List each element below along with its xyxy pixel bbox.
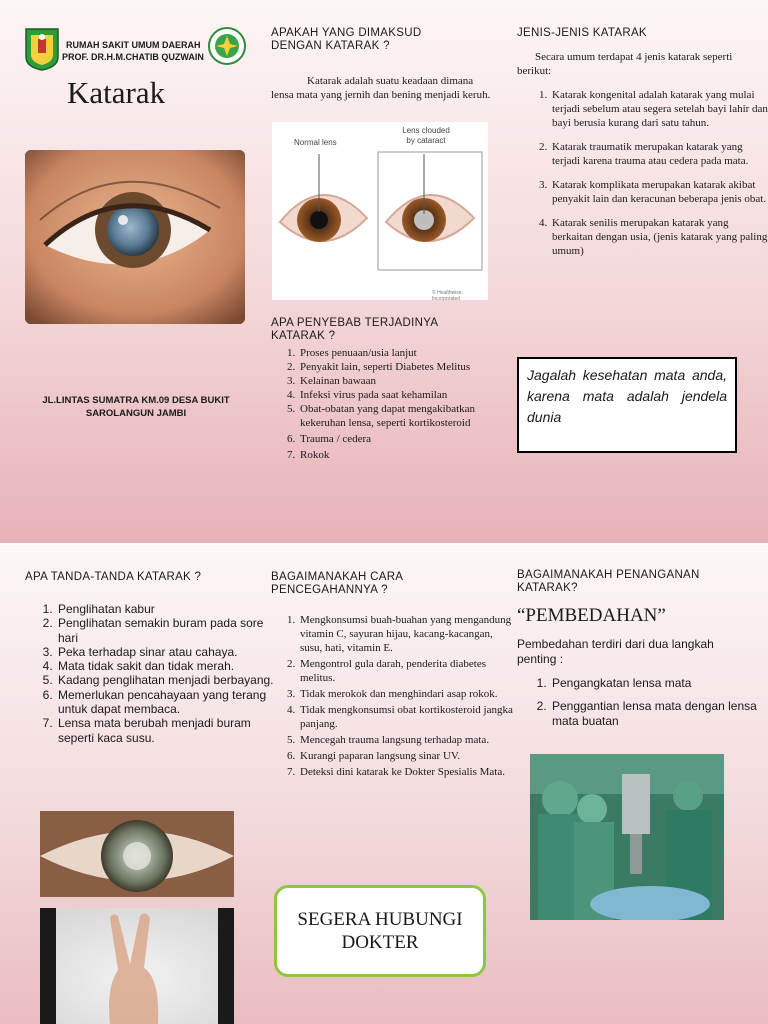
list-item: 4. Mata tidak sakit dan tidak merah. <box>56 659 278 673</box>
list-item: 6. Kurangi paparan langsung sinar UV. <box>298 749 516 763</box>
types-list <box>518 88 768 258</box>
cataract-eye-photo <box>25 150 245 324</box>
list-item: 4. Tidak mengkonsumsi obat kortikosteroid jangka panjang. <box>298 703 516 731</box>
list-item: 5. Kadang penglihatan menjadi berbayang. <box>56 673 278 687</box>
hospital-address: JL.LINTAS SUMATRA KM.09 DESA BUKIT SAROLANGUN JAMBI <box>42 395 230 419</box>
vision-test-photo <box>40 908 234 1024</box>
normal-lens-label: Normal lens <box>294 138 337 147</box>
regency-logo <box>24 27 60 76</box>
callout-text: SEGERA HUBUNGI DOKTER <box>297 909 463 953</box>
eye-health-quote: Jagalah kesehatan mata anda, karena mata adalah jendela dunia <box>517 357 737 453</box>
hospital-name-line1: RUMAH SAKIT UMUM DAERAH <box>66 40 201 50</box>
hospital-logo <box>208 27 246 70</box>
definition-text: Katarak adalah suatu keadaan dimana lensa mata yang jernih dan bening menjadi keruh. <box>271 75 491 101</box>
hospital-name-line2: PROF. DR.H.M.CHATIB QUZWAIN <box>62 52 204 62</box>
hospital-name <box>62 39 212 63</box>
figure-credit: © Healthwise, Incorporated <box>432 290 463 302</box>
list-item: 3. Katarak komplikata merupakan katarak akibat penyakit lain dan keracunan beberapa jenis obat. <box>550 178 768 206</box>
signs-heading: APA TANDA-TANDA KATARAK ? <box>25 571 202 583</box>
list-item: 2. Mengontrol gula darah, penderita diabetes melitus. <box>298 657 516 685</box>
list-item: 2. Penggantian lensa mata dengan lensa mata buatan <box>550 699 768 728</box>
list-item: 4. Katarak senilis merupakan katarak yang berkaitan dengan usia, (jenis katarak yang paling umum) <box>550 216 768 258</box>
list-item: 7. Rokok <box>298 448 512 462</box>
cloudy-lens-photo <box>40 811 234 897</box>
page-title: Katarak <box>67 75 166 110</box>
definition-heading: APAKAH YANG DIMAKSUD DENGAN KATARAK ? <box>271 27 422 52</box>
treatment-subheading: “PEMBEDAHAN” <box>517 605 666 626</box>
treatment-intro: Pembedahan terdiri dari dua langkah penting : <box>517 637 714 666</box>
contact-doctor-callout <box>274 885 486 977</box>
list-item: 1. Mengkonsumsi buah-buahan yang mengandung vitamin C, sayuran hijau, kacang-kacangan, susu, hati, vitamin E. <box>298 613 516 655</box>
types-intro: Secara umum terdapat 4 jenis katarak seperti berikut: <box>517 51 733 77</box>
prevention-list <box>266 613 516 779</box>
brochure-inner-side <box>0 545 768 1024</box>
list-item: 6. Trauma / cedera <box>298 432 512 446</box>
list-item: 2. Katarak traumatik merupakan katarak yang terjadi karena trauma atau cedera pada mata. <box>550 140 768 168</box>
signs-list <box>24 602 278 745</box>
list-item: 3. Tidak merokok dan menghindari asap rokok. <box>298 687 516 701</box>
causes-heading: APA PENYEBAB TERJADINYA KATARAK ? <box>271 317 438 342</box>
list-item: 4. Infeksi virus pada saat kehamilan <box>298 388 512 402</box>
clouded-lens-label: Lens clouded by cataract <box>402 126 450 145</box>
list-item: 2. Penyakit lain, seperti Diabetes Melitus <box>298 360 512 374</box>
list-item: 1. Proses penuaan/usia lanjut <box>298 346 512 360</box>
list-item: 5. Mencegah trauma langsung terhadap mata. <box>298 733 516 747</box>
list-item: 3. Kelainan bawaan <box>298 374 512 388</box>
list-item: 5. Obat-obatan yang dapat mengakibatkan kekeruhan lensa, seperti kortikosteroid <box>298 402 512 430</box>
list-item: 7. Deteksi dini katarak ke Dokter Spesialis Mata. <box>298 765 516 779</box>
list-item: 1. Penglihatan kabur <box>56 602 278 616</box>
list-item: 6. Memerlukan pencahayaan yang terang untuk dapat membaca. <box>56 688 278 717</box>
treatment-heading: BAGAIMANAKAH PENANGANAN KATARAK? <box>517 569 700 594</box>
list-item: 1. Pengangkatan lensa mata <box>550 676 768 690</box>
list-item: 3. Peka terhadap sinar atau cahaya. <box>56 645 278 659</box>
causes-list <box>266 346 512 462</box>
list-item: 7. Lensa mata berubah menjadi buram seperti kaca susu. <box>56 716 278 745</box>
list-item: 1. Katarak kongenital adalah katarak yang mulai terjadi sebelum atau segera setelah bayi lahir dan bayi berusia kurang dari satu tahun. <box>550 88 768 130</box>
prevention-heading: BAGAIMANAKAH CARA PENCEGAHANNYA ? <box>271 571 403 596</box>
lens-comparison-figure <box>272 122 488 300</box>
list-item: 2. Penglihatan semakin buram pada sore hari <box>56 616 278 645</box>
treatment-steps <box>518 676 768 728</box>
surgery-photo <box>530 754 724 920</box>
types-heading: JENIS-JENIS KATARAK <box>517 27 647 39</box>
